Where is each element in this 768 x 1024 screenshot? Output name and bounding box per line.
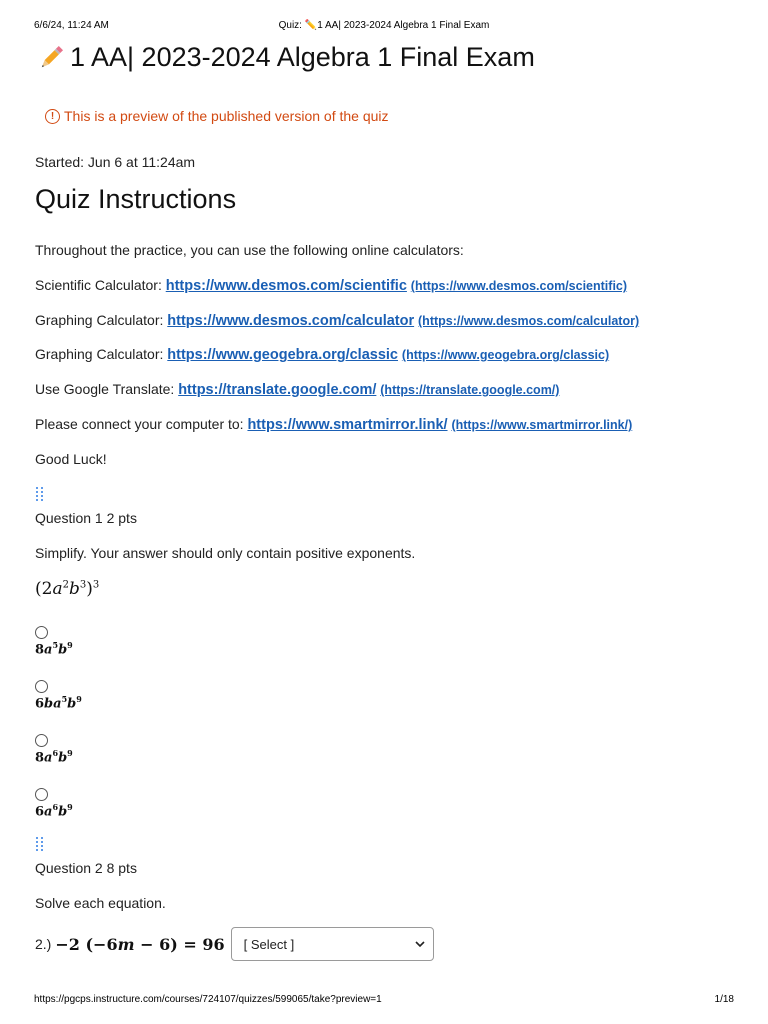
desmos-calculator-link[interactable]: https://www.desmos.com/calculator [167,313,415,329]
chevron-down-icon [415,939,425,949]
equation: −2 (−6m − 6) = 96 [55,934,225,954]
question-2-title: Question 2 8 pts [35,860,137,876]
answer-radio-2[interactable] [35,680,48,693]
preview-notice-text: This is a preview of the published version of the quiz [64,108,389,124]
warning-icon: ! [45,109,60,124]
smartmirror-line [35,416,632,433]
quiz-title [36,42,535,73]
answer-radio-4[interactable] [35,788,48,801]
preview-notice [45,108,389,124]
quiz-title-text: 1 AA| 2023-2024 Algebra 1 Final Exam [70,42,535,72]
line-label: Scientific Calculator: [35,277,166,293]
google-translate-line [35,381,559,398]
print-header-datetime: 6/6/24, 11:24 AM [34,20,109,31]
geogebra-link[interactable]: https://www.geogebra.org/classic [167,347,399,363]
line-label: Please connect your computer to: [35,416,248,432]
calculator-line-geogebra [35,346,609,363]
drag-handle-icon[interactable] [36,487,44,501]
desmos-scientific-link[interactable]: https://www.desmos.com/scientific [165,278,407,294]
line-label: Graphing Calculator: [35,346,168,362]
started-timestamp: Started: Jun 6 at 11:24am [35,154,196,170]
google-translate-url[interactable]: (https://translate.google.com/) [380,383,560,397]
answer-select[interactable] [231,927,434,961]
calculator-line-desmos-scientific [35,277,627,294]
instructions-heading: Quiz Instructions [35,184,237,214]
answer-option-1: $8a^5b^9$ [35,640,73,658]
answer-radio-3[interactable] [35,734,48,747]
question-2-item [35,927,434,961]
print-header-page-title: Quiz: ✏️1 AA| 2023-2024 Algebra 1 Final Exam [278,20,490,31]
calculator-line-desmos-graphing [35,312,639,329]
good-luck-text: Good Luck! [35,451,107,467]
question-1-title: Question 1 2 pts [35,510,137,526]
instructions-intro: Throughout the practice, you can use the following online calculators: [35,242,464,258]
answer-option-3: $8a^6b^9$ [35,748,73,766]
line-label: Use Google Translate: [35,381,179,397]
print-footer-url: https://pgcps.instructure.com/courses/724107/quizzes/599065/take?preview=1 [34,994,382,1005]
geogebra-url[interactable]: (https://www.geogebra.org/classic) [401,348,610,362]
answer-option-2: $6ba^5b^9$ [35,694,82,712]
question-2-prompt: Solve each equation. [35,895,166,911]
item-number: 2.) [35,936,52,952]
question-1-expression: $(2a^2b^3)^3$ [35,579,100,599]
smartmirror-url[interactable]: (https://www.smartmirror.link/) [451,418,633,432]
desmos-calculator-url[interactable]: (https://www.desmos.com/calculator) [418,314,640,328]
smartmirror-link[interactable]: https://www.smartmirror.link/ [247,417,448,433]
answer-option-4: $6a^6b^9$ [35,802,73,820]
line-label: Graphing Calculator: [35,312,168,328]
print-footer-page: 1/18 [714,994,734,1005]
question-1-prompt: Simplify. Your answer should only contain positive exponents. [35,545,416,561]
pencil-icon [36,43,66,73]
desmos-scientific-url[interactable]: (https://www.desmos.com/scientific) [410,279,628,293]
google-translate-link[interactable]: https://translate.google.com/ [178,382,377,398]
select-value: [ Select ] [243,936,295,952]
answer-radio-1[interactable] [35,626,48,639]
drag-handle-icon[interactable] [36,837,44,851]
